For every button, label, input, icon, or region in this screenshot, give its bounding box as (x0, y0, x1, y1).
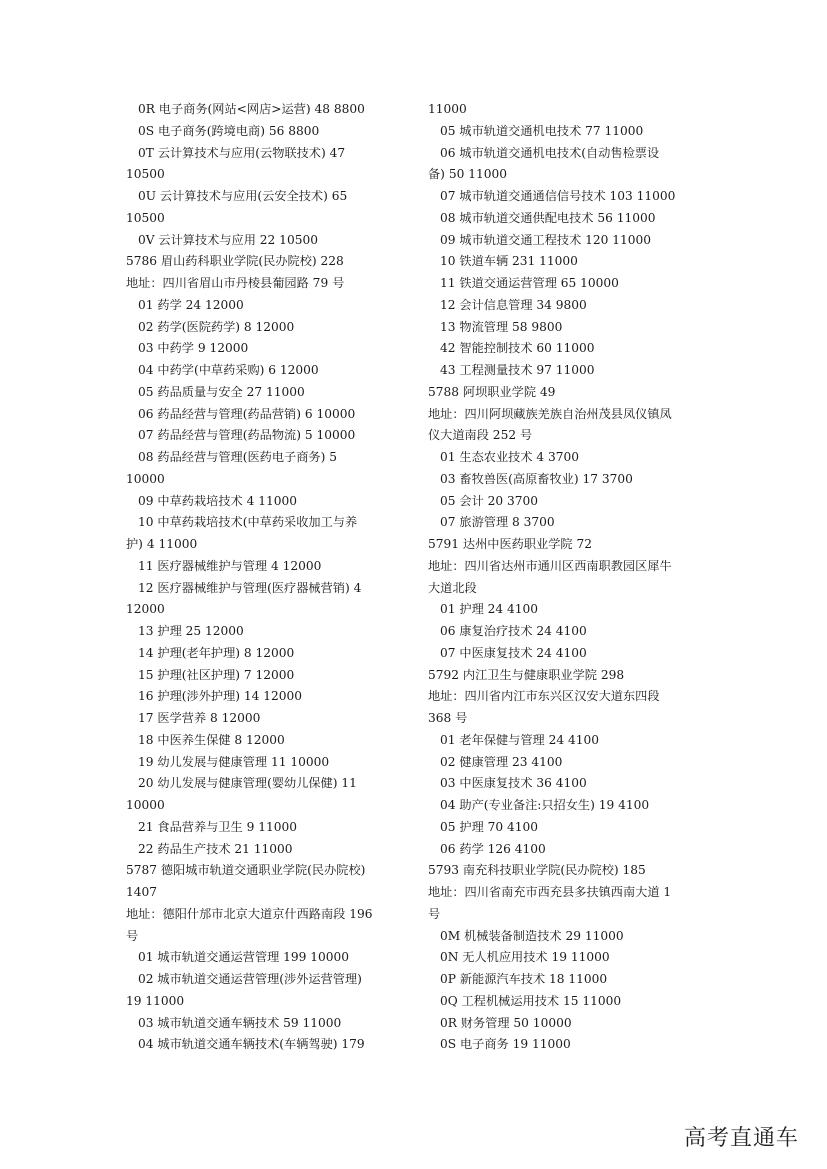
text-line: 号 (428, 906, 441, 921)
text-line: 06 康复治疗技术 24 4100 (440, 624, 587, 638)
text-line: 03 城市轨道交通车辆技术 59 11000 (138, 1015, 342, 1030)
text-line: 05 会计 20 3700 (440, 493, 539, 508)
text-line: 04 城市轨道交通车辆技术(车辆驾驶) 179 (138, 1037, 365, 1052)
text-line: 11 医疗器械维护与管理 4 12000 (138, 558, 322, 573)
text-line: 02 药学(医院药学) 8 12000 (138, 319, 295, 334)
text-line: 0S 电子商务(跨境电商) 56 8800 (138, 123, 320, 138)
text-line: 12000 (126, 602, 165, 617)
text-line: 10000 (126, 798, 165, 812)
text-line: 护) 4 11000 (126, 537, 198, 551)
text-line: 地址：四川省达州市通川区西南职教园区犀牛 (428, 558, 672, 573)
text-line: 01 药学 24 12000 (138, 297, 244, 312)
text-line: 地址：四川省南充市西充县多扶镇西南大道 1 (428, 885, 672, 899)
text-line: 07 中医康复技术 24 4100 (440, 645, 587, 660)
text-line: 01 护理 24 4100 (440, 602, 539, 617)
text-line: 10 铁道车辆 231 11000 (440, 254, 578, 269)
text-line: 11 铁道交通运营管理 65 10000 (440, 276, 619, 290)
text-line: 05 护理 70 4100 (440, 819, 539, 834)
text-line: 12 会计信息管理 34 9800 (440, 297, 587, 312)
text-line: 18 中医养生保健 8 12000 (138, 732, 285, 747)
text-line: 10000 (126, 471, 165, 486)
text-line: 仪大道南段 252 号 (428, 428, 533, 443)
text-line: 13 物流管理 58 9800 (440, 319, 563, 334)
text-line: 5793 南充科技职业学院(民办院校) 185 (428, 863, 646, 878)
text-line: 地址：四川省内江市东兴区汉安大道东四段 (428, 689, 660, 704)
text-line: 11000 (428, 102, 467, 116)
text-line: 42 智能控制技术 60 11000 (440, 341, 595, 356)
text-line: 15 护理(社区护理) 7 12000 (138, 667, 295, 682)
text-line: 0T 云计算技术与应用(云物联技术) 47 (138, 145, 346, 160)
text-line: 5787 德阳城市轨道交通职业学院(民办院校) (126, 863, 366, 878)
text-line: 0P 新能源汽车技术 18 11000 (440, 972, 608, 986)
text-line: 22 药品生产技术 21 11000 (138, 841, 293, 856)
text-line: 09 城市轨道交通工程技术 120 11000 (440, 232, 652, 247)
text-line: 5791 达州中医药职业学院 72 (428, 537, 592, 551)
text-line: 19 11000 (126, 993, 185, 1008)
text-line: 10 中草药栽培技术(中草药采收加工与养 (138, 515, 358, 530)
watermark-text: 高考直通车 (683, 1126, 799, 1151)
text-line: 14 护理(老年护理) 8 12000 (138, 645, 295, 660)
text-line: 08 药品经营与管理(医药电子商务) 5 (138, 450, 337, 464)
text-line: 06 药学 126 4100 (440, 841, 546, 856)
text-line: 05 城市轨道交通机电技术 77 11000 (440, 123, 644, 138)
text-line: 04 中药学(中草药采购) 6 12000 (138, 363, 319, 377)
text-line: 0S 电子商务 19 11000 (440, 1037, 571, 1052)
text-line: 19 幼儿发展与健康管理 11 10000 (138, 754, 330, 769)
text-line: 号 (126, 928, 139, 943)
text-line: 08 城市轨道交通供配电技术 56 11000 (440, 210, 656, 225)
text-line: 04 助产(专业备注:只招女生) 19 4100 (440, 798, 650, 812)
text-line: 17 医学营养 8 12000 (138, 711, 261, 725)
text-line: 02 城市轨道交通运营管理(涉外运营管理) (138, 972, 362, 986)
left-column (126, 99, 404, 1056)
text-line: 368 号 (428, 711, 468, 725)
text-line: 0M 机械装备制造技术 29 11000 (440, 928, 624, 943)
text-line: 07 旅游管理 8 3700 (440, 515, 555, 530)
text-line: 01 老年保健与管理 24 4100 (440, 732, 599, 747)
text-line: 12 医疗器械维护与管理(医疗器械营销) 4 (138, 580, 362, 595)
text-line: 16 护理(涉外护理) 14 12000 (138, 689, 303, 704)
text-line: 03 中医康复技术 36 4100 (440, 776, 587, 791)
text-line: 备) 50 11000 (428, 167, 507, 182)
text-line: 地址：德阳什邡市北京大道京什西路南段 196 (126, 906, 373, 921)
text-line: 0Q 工程机械运用技术 15 11000 (440, 993, 622, 1008)
text-line: 0R 电子商务(网站<网店>运营) 48 8800 (138, 102, 365, 116)
text-line: 大道北段 (428, 580, 477, 595)
text-line: 5788 阿坝职业学院 49 (428, 384, 556, 399)
text-line: 地址：四川省眉山市丹棱县葡园路 79 号 (126, 276, 345, 290)
text-line: 05 药品质量与安全 27 11000 (138, 384, 305, 399)
right-column (428, 99, 710, 1056)
text-line: 03 中药学 9 12000 (138, 341, 249, 356)
text-line: 20 幼儿发展与健康管理(婴幼儿保健) 11 (138, 776, 357, 791)
text-line: 10500 (126, 210, 165, 225)
text-line: 10500 (126, 167, 165, 182)
text-line: 0N 无人机应用技术 19 11000 (440, 950, 610, 965)
text-line: 43 工程测量技术 97 11000 (440, 363, 595, 377)
text-line: 07 药品经营与管理(药品物流) 5 10000 (138, 428, 356, 443)
text-line: 03 畜牧兽医(高原畜牧业) 17 3700 (440, 471, 633, 486)
text-line: 09 中草药栽培技术 4 11000 (138, 493, 297, 508)
text-line: 13 护理 25 12000 (138, 624, 244, 638)
text-line: 0U 云计算技术与应用(云安全技术) 65 (138, 189, 348, 203)
text-line: 5786 眉山药科职业学院(民办院校) 228 (126, 254, 344, 269)
text-line: 02 健康管理 23 4100 (440, 754, 563, 769)
text-line: 0V 云计算技术与应用 22 10500 (138, 232, 318, 247)
text-line: 0R 财务管理 50 10000 (440, 1015, 572, 1030)
text-line: 21 食品营养与卫生 9 11000 (138, 819, 297, 834)
text-line: 01 生态农业技术 4 3700 (440, 450, 580, 464)
text-line: 07 城市轨道交通通信信号技术 103 11000 (440, 189, 676, 203)
text-line: 06 药品经营与管理(药品营销) 6 10000 (138, 406, 356, 421)
text-line: 01 城市轨道交通运营管理 199 10000 (138, 950, 350, 965)
text-line: 5792 内江卫生与健康职业学院 298 (428, 667, 625, 682)
text-line: 1407 (126, 885, 158, 899)
text-line: 地址：四川阿坝藏族羌族自治州茂县凤仪镇凤 (428, 406, 672, 421)
text-line: 06 城市轨道交通机电技术(自动售检票设 (440, 145, 660, 160)
